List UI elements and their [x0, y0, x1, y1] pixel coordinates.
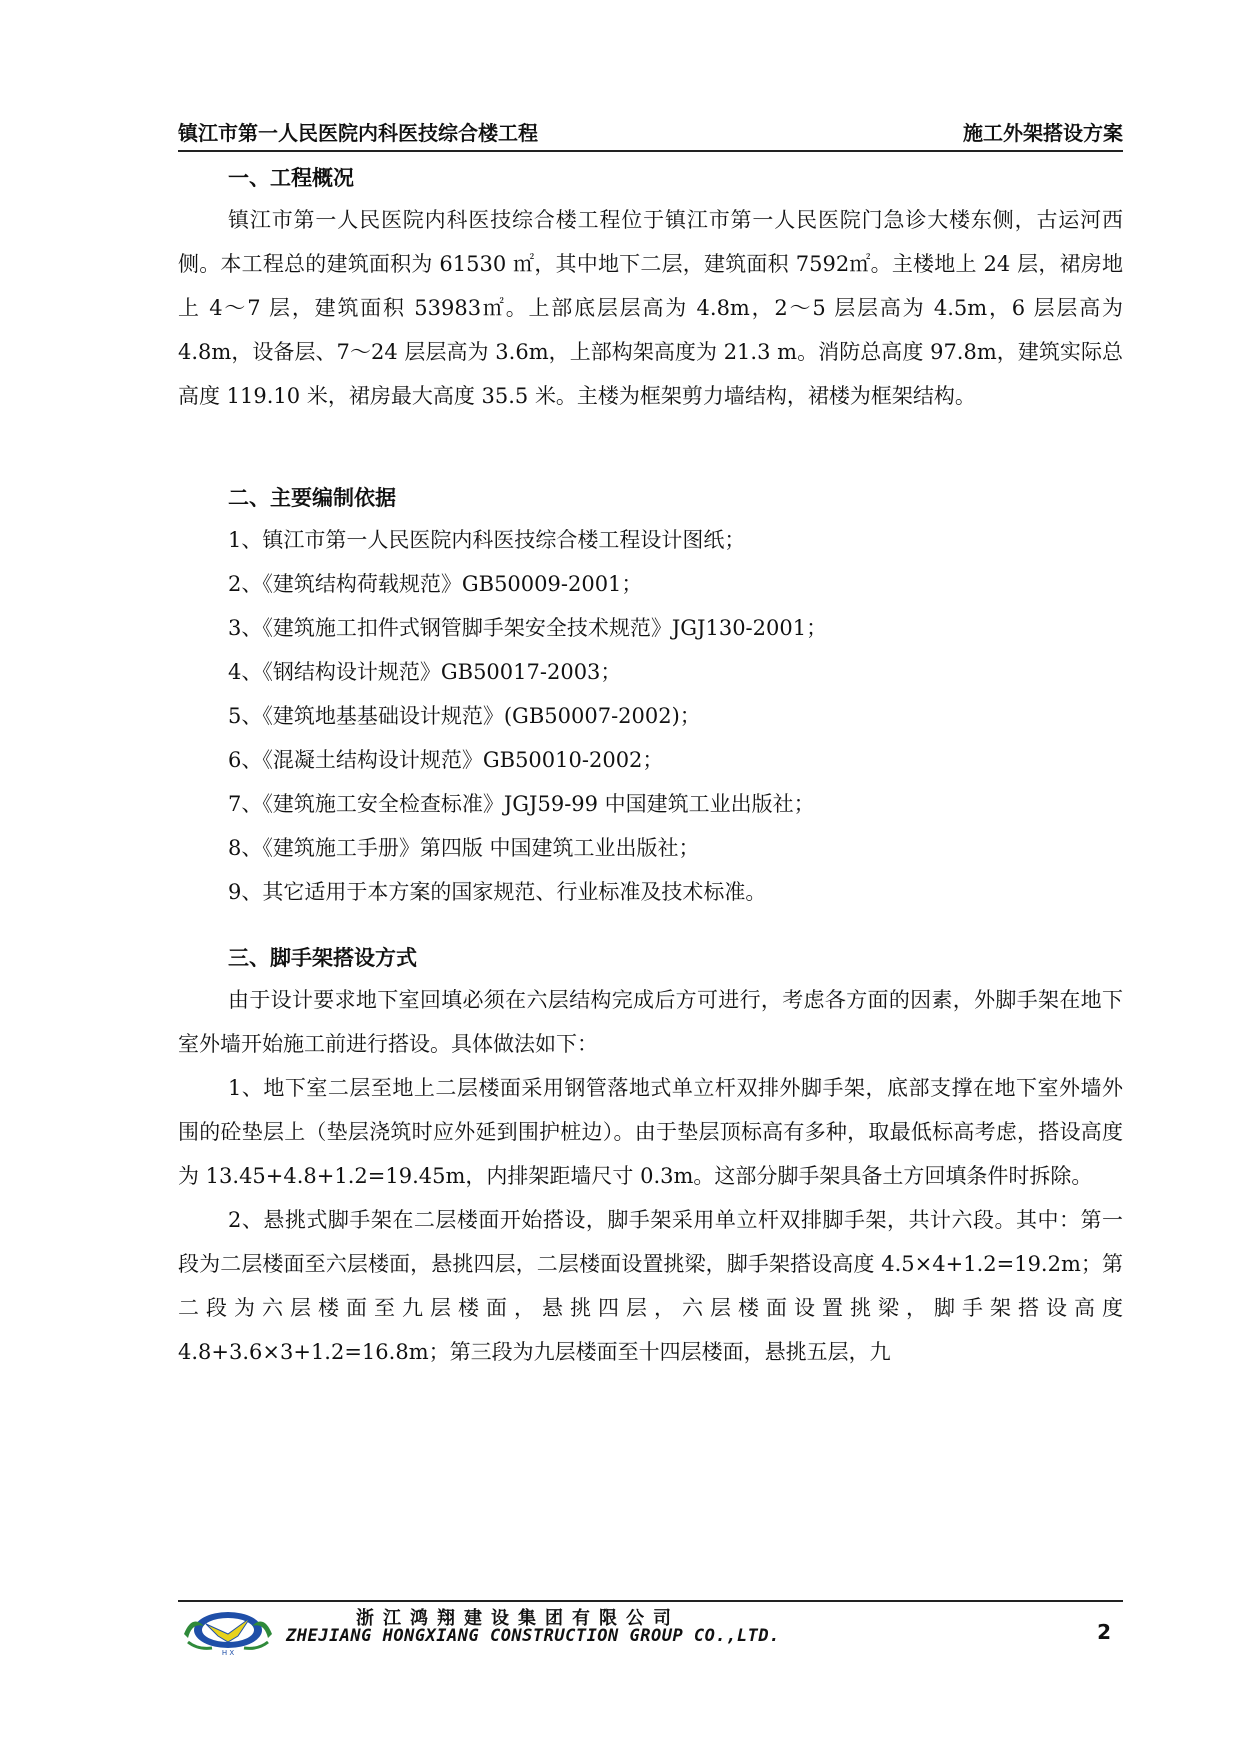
basis-list-item: 6、《混凝土结构设计规范》GB50010-2002； — [228, 748, 664, 772]
basis-list-item: 5、《建筑地基基础设计规范》(GB50007-2002)； — [228, 704, 701, 728]
basis-list-item: 4、《钢结构设计规范》GB50017-2003； — [228, 660, 622, 684]
basis-list-item: 8、《建筑施工手册》第四版 中国建筑工业出版社； — [228, 836, 700, 860]
scaffold-paragraph: 由于设计要求地下室回填必须在六层结构完成后方可进行，考虑各方面的因素，外脚手架在地下室外墙开始施工前进行搭设。具体做法如下： — [178, 988, 1123, 1056]
header-project-title: 镇江市第一人民医院内科医技综合楼工程 — [178, 121, 538, 145]
scaffold-paragraph: 2、悬挑式脚手架在二层楼面开始搭设，脚手架采用单立杆双排脚手架，共计六段。其中：第一段为二层楼面至六层楼面，悬挑四层，二层楼面设置挑梁，脚手架搭设高度 4.5×4+1.2=19.2m；第二段为六层楼面至九层楼面，悬挑四层，六层楼面设置挑梁，脚手架搭设高度 4.8+3.6×3+1.2=16.8m；第三段为九层楼面至十四层楼面，悬挑五层，九 — [178, 1208, 1123, 1364]
header-document-title: 施工外架搭设方案 — [963, 121, 1123, 145]
page-header — [178, 118, 1123, 152]
section-heading-scaffold-method: 三、脚手架搭设方式 — [228, 946, 417, 970]
section-heading-overview: 一、工程概况 — [228, 166, 354, 190]
overview-paragraph: 镇江市第一人民医院内科医技综合楼工程位于镇江市第一人民医院门急诊大楼东侧，古运河西侧。本工程总的建筑面积为 61530 ㎡，其中地下二层，建筑面积 7592㎡。主楼地上 24 层，裙房地上 4～7 层，建筑面积 53983㎡。上部底层层高为 4.8m，2～5 层层高为 4.5m，6 层层高为 4.8m，设备层、7～24 层层高为 3.6m，上部构架高度为 21.3 m。消防总高度 97.8m，建筑实际总高度 119.10 米，裙房最大高度 35.5 米。主楼为框架剪力墙结构，裙楼为框架结构。 — [178, 208, 1123, 408]
basis-list-item: 3、《建筑施工扣件式钢管脚手架安全技术规范》JGJ130-2001； — [228, 616, 828, 640]
basis-list-item: 9、其它适用于本方案的国家规范、行业标准及技术标准。 — [228, 880, 767, 904]
page-content — [178, 158, 1123, 1374]
basis-list-item: 1、镇江市第一人民医院内科医技综合楼工程设计图纸； — [228, 528, 746, 552]
section-heading-basis: 二、主要编制依据 — [228, 486, 396, 510]
page-footer — [178, 1600, 1123, 1660]
basis-list-item: 7、《建筑施工安全检查标准》JGJ59-99 中国建筑工业出版社； — [228, 792, 815, 816]
scaffold-paragraph: 1、地下室二层至地上二层楼面采用钢管落地式单立杆双排外脚手架，底部支撑在地下室外墙外围的砼垫层上（垫层浇筑时应外延到围护桩边）。由于垫层顶标高有多种，取最低标高考虑，搭设高度为 13.45+4.8+1.2=19.45m，内排架距墙尺寸 0.3m。这部分脚手架具备土方回填条件时拆除。 — [178, 1076, 1123, 1188]
page-number: 2 — [1097, 1620, 1111, 1644]
company-name-english: ZHEJIANG HONGXIANG CONSTRUCTION GROUP CO.,LTD. — [286, 1626, 780, 1646]
svg-text:H X: H X — [221, 1649, 235, 1656]
basis-list-item: 2、《建筑结构荷载规范》GB50009-2001； — [228, 572, 643, 596]
company-logo-icon — [178, 1606, 278, 1656]
footer-divider — [178, 1600, 1123, 1602]
company-name-chinese: 浙江鸿翔建设集团有限公司 — [356, 1608, 680, 1629]
